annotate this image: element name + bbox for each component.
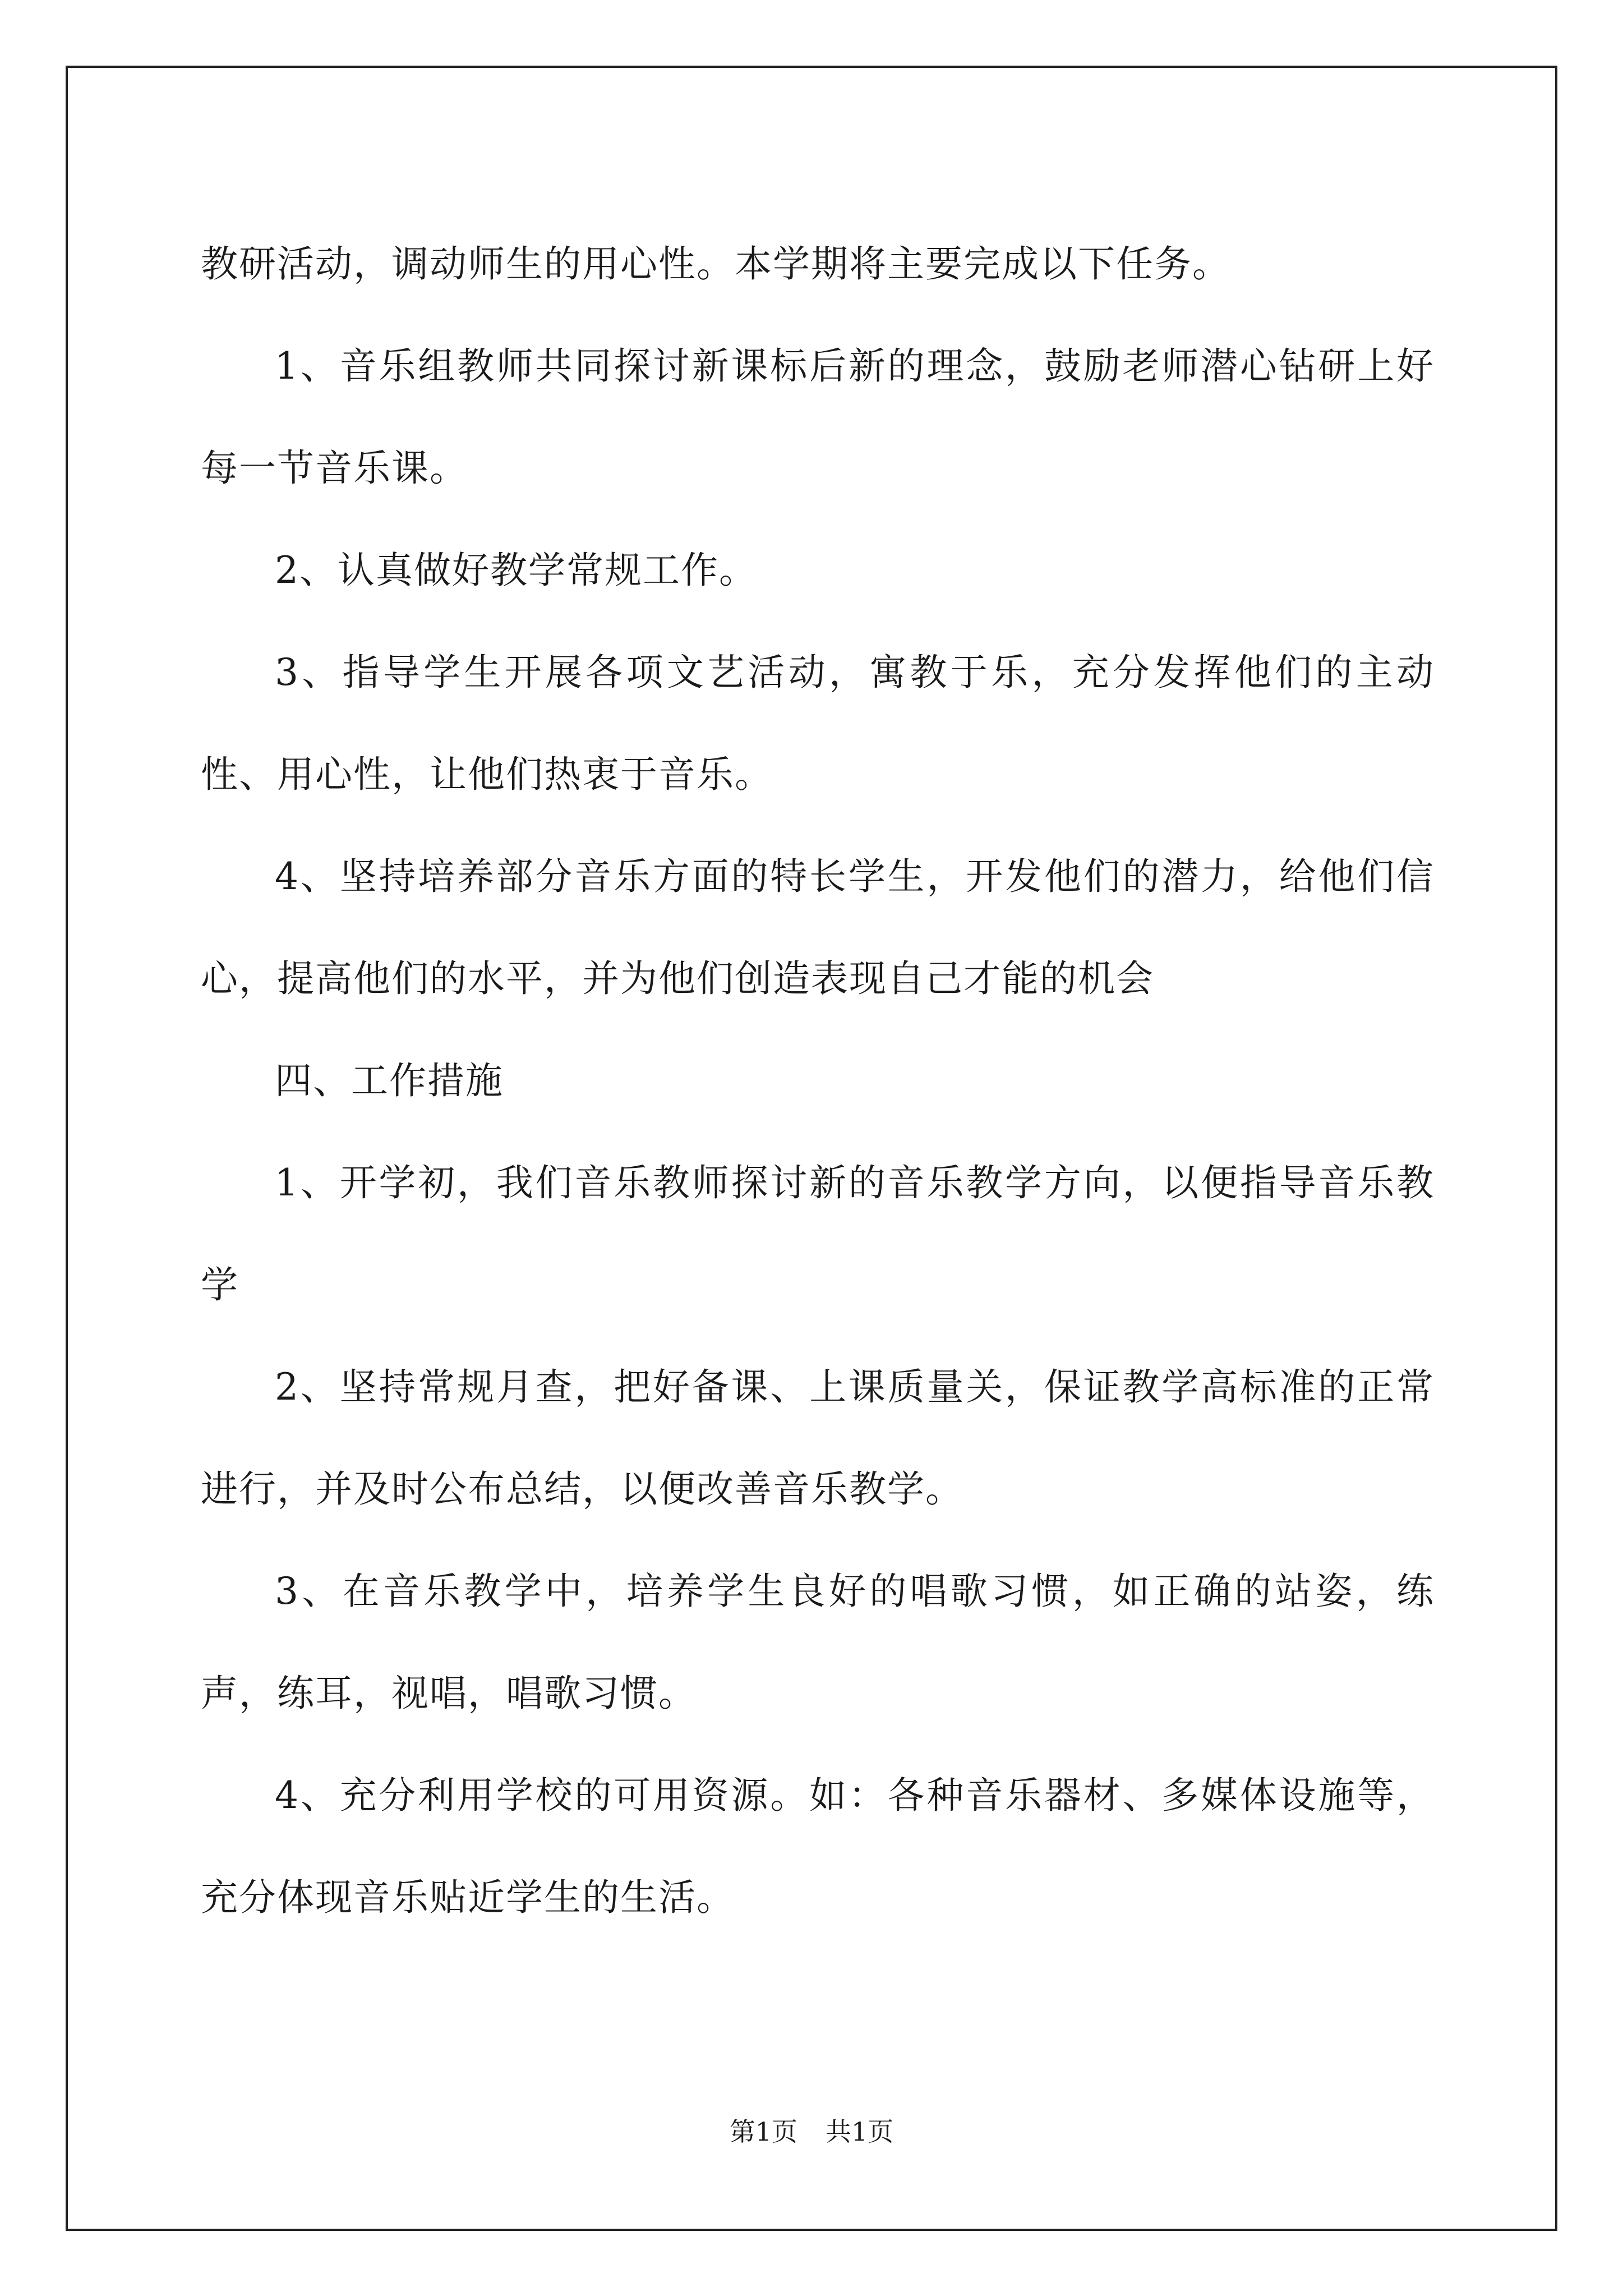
section-heading: 四、工作措施 xyxy=(275,1059,504,1102)
paragraph-4: 3、指导学生开展各项文艺活动，寓教于乐，充分发挥他们的主动性、用心性，让他们热衷于音乐。 xyxy=(201,651,1435,796)
paragraph-3: 2、认真做好教学常规工作。 xyxy=(275,549,757,592)
page-footer xyxy=(0,2115,1623,2148)
paragraph-1: 教研活动，调动师生的用心性。本学期将主要完成以下任务。 xyxy=(201,242,1230,286)
page-total: 共1页 xyxy=(826,2116,894,2147)
paragraph-7: 1、开学初，我们音乐教师探讨新的音乐教学方向，以便指导音乐教学 xyxy=(201,1161,1435,1306)
paragraph-10: 4、充分利用学校的可用资源。如：各种音乐器材、多媒体设施等，充分体现音乐贴近学生的生活。 xyxy=(201,1774,1435,1919)
paragraph-8: 2、坚持常规月查，把好备课、上课质量关，保证教学高标准的正常进行，并及时公布总结，以便改善音乐教学。 xyxy=(201,1365,1435,1511)
document-body xyxy=(201,213,1435,1949)
paragraph-5: 4、坚持培养部分音乐方面的特长学生，开发他们的潜力，给他们信心，提高他们的水平，并为他们创造表现自己才能的机会 xyxy=(201,855,1435,1000)
paragraph-2: 1、音乐组教师共同探讨新课标后新的理念，鼓励老师潜心钻研上好每一节音乐课。 xyxy=(201,344,1435,490)
paragraph-9: 3、在音乐教学中，培养学生良好的唱歌习惯，如正确的站姿，练声，练耳，视唱，唱歌习惯。 xyxy=(201,1570,1435,1715)
page-number: 第1页 xyxy=(729,2116,797,2147)
